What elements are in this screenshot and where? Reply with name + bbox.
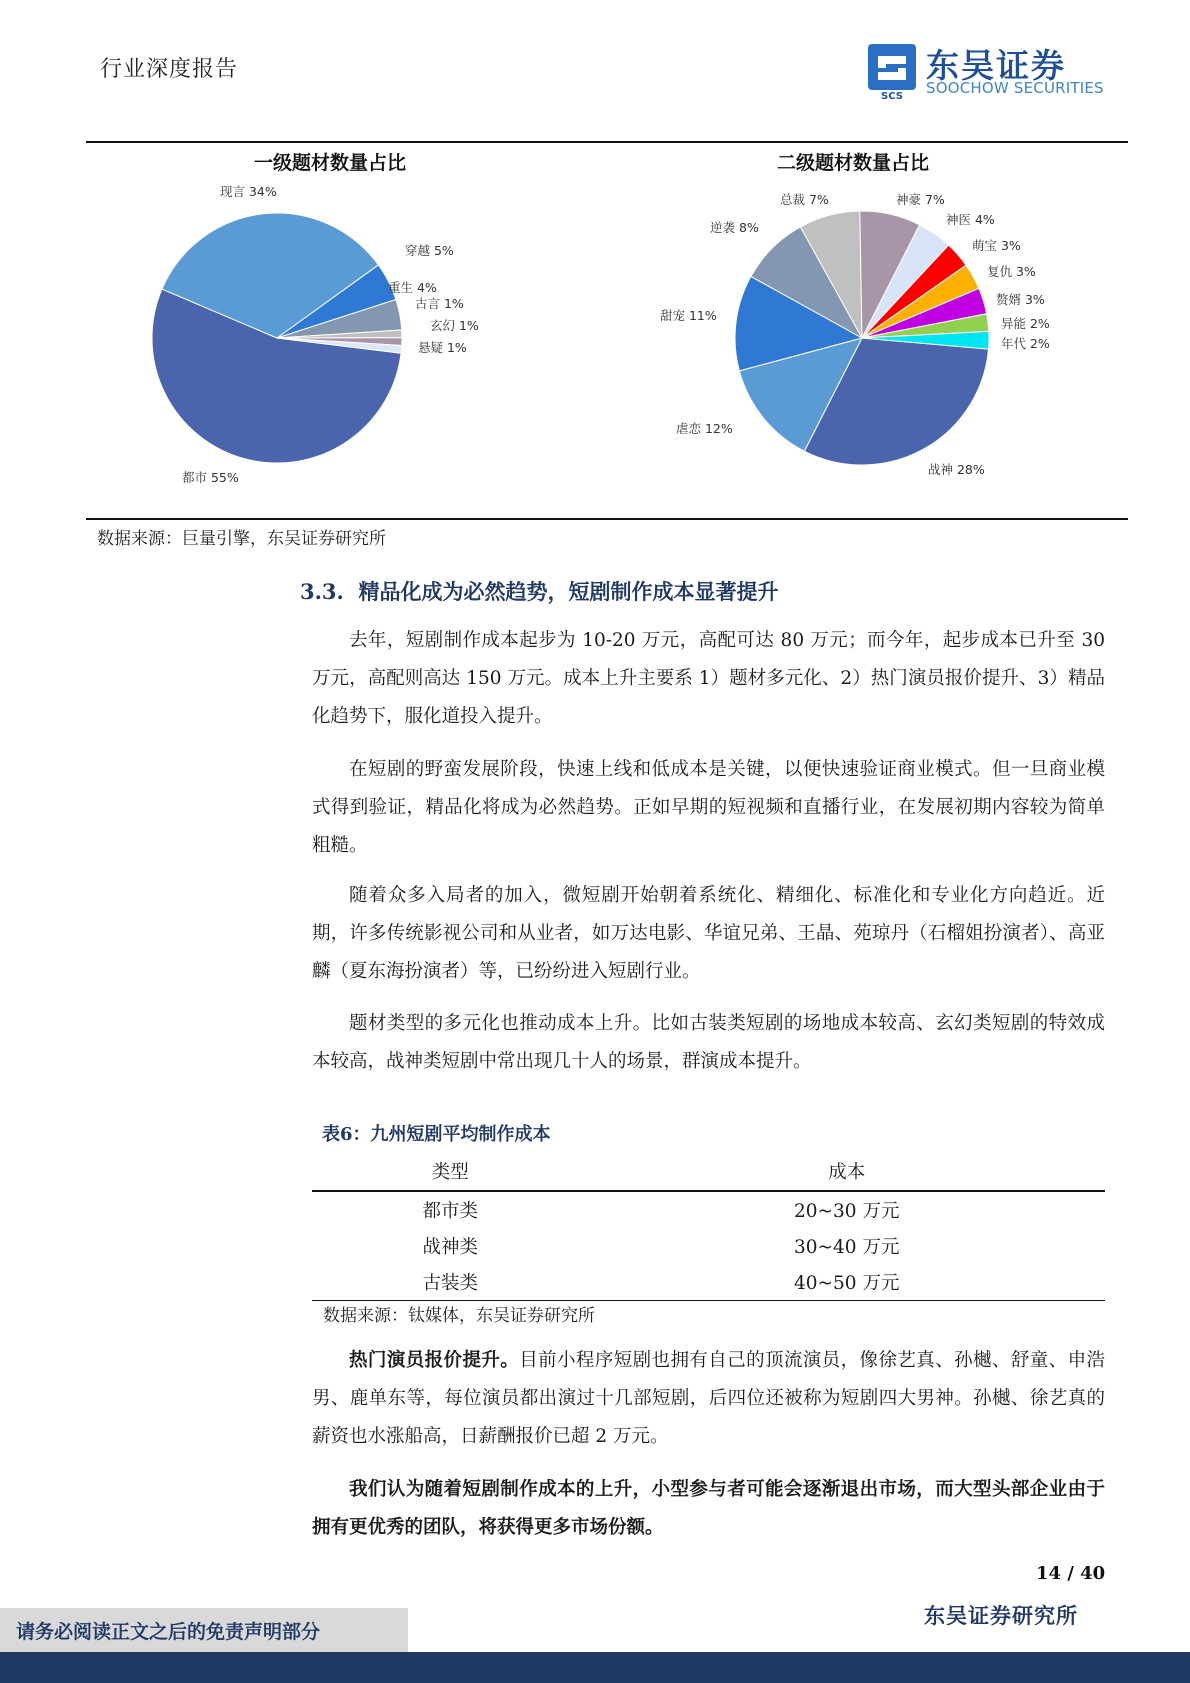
pie1-label-重生: 重生 4% <box>388 280 437 295</box>
table-cell: 战神类 <box>422 1237 478 1258</box>
table-cell: 20~30 万元 <box>793 1201 900 1222</box>
pie2-label-神豪: 神豪 7% <box>896 192 945 207</box>
logo-name-en: SOOCHOW SECURITIES <box>926 79 1104 97</box>
pie1-label-都市: 都市 55% <box>182 470 239 485</box>
table-title: 表6：九州短剧平均制作成本 <box>322 1124 551 1145</box>
section-number: 3.3. <box>300 579 344 604</box>
actors-body: 目前小程序短剧也拥有自己的顶流演员，像徐艺真、孙樾、舒童、申浩男、鹿单东等，每位演员都出演过十几部短剧，后四位还被称为短剧四大男神。孙樾、徐艺真的薪资也水涨船高，日薪酬报价已超 2 万元。 <box>312 1350 1105 1447</box>
pie2-label-年代: 年代 2% <box>1001 336 1050 351</box>
pie-chart-primary-genre <box>100 180 560 500</box>
conclusion-paragraph: 我们认为随着短剧制作成本的上升，小型参与者可能会逐渐退出市场，而大型头部企业由于拥有更优秀的团队，将获得更多市场份额。 <box>312 1479 1105 1538</box>
pie2-label-逆袭: 逆袭 8% <box>710 220 759 235</box>
table-cell: 都市类 <box>422 1201 478 1222</box>
pie2-label-总裁: 总裁 7% <box>780 192 829 207</box>
report-type-label: 行业深度报告 <box>100 57 239 82</box>
chart1-title: 一级题材数量占比 <box>253 152 406 174</box>
table-row <box>312 1228 1105 1264</box>
cost-table <box>312 1152 1105 1301</box>
pie2-label-复仇: 复仇 3% <box>987 264 1036 279</box>
table-source: 数据来源：钛媒体，东吴证券研究所 <box>323 1306 595 1326</box>
footer-bar <box>0 1652 1190 1683</box>
actors-lead: 热门演员报价提升。 <box>349 1350 520 1371</box>
actors-paragraph <box>312 1342 1105 1456</box>
table-header-type: 类型 <box>312 1152 588 1191</box>
figure-source: 数据来源：巨量引擎，东吴证券研究所 <box>97 529 386 549</box>
pie2-label-虐恋: 虐恋 12% <box>676 421 733 436</box>
body-paragraph-3: 随着众多入局者的加入，微短剧开始朝着系统化、精细化、标准化和专业化方向趋近。近期，许多传统影视公司和从业者，如万达电影、华谊兄弟、王晶、苑琼丹（石榴姐扮演者）、高亚麟（夏东海扮演者）等，已纷纷进入短剧行业。 <box>312 885 1105 982</box>
table-cell: 古装类 <box>312 1264 588 1301</box>
pie2-label-战神: 战神 28% <box>928 462 985 477</box>
body-paragraph-4: 题材类型的多元化也推动成本上升。比如古装类短剧的场地成本较高、玄幻类短剧的特效成本较高，战神类短剧中常出现几十人的场景，群演成本提升。 <box>312 1013 1105 1072</box>
logo-badge: SCS <box>881 91 903 100</box>
body-paragraph-1: 去年，短剧制作成本起步为 10-20 万元，高配可达 80 万元；而今年，起步成本已升至 30 万元，高配则高达 150 万元。成本上升主要系 1）题材多元化、2）热门演员报价提升、3）精品化趋势下，服化道投入提升。 <box>312 630 1105 727</box>
logo-name-cn: 东吴证券 <box>926 46 1066 85</box>
section-title: 精品化成为必然趋势，短剧制作成本显著提升 <box>358 579 779 604</box>
table-row <box>312 1264 1105 1301</box>
pie1-label-玄幻: 玄幻 1% <box>430 318 479 333</box>
pie2-label-异能: 异能 2% <box>1001 316 1050 331</box>
pie2-label-神医: 神医 4% <box>946 212 995 227</box>
section-heading <box>300 576 778 606</box>
table-cell: 40~50 万元 <box>588 1264 1105 1301</box>
page-number: 14 / 40 <box>1036 1563 1106 1584</box>
body-paragraph-2: 在短剧的野蛮发展阶段，快速上线和低成本是关键，以便快速验证商业模式。但一旦商业模式得到验证，精品化将成为必然趋势。正如早期的短视频和直播行业，在发展初期内容较为简单粗糙。 <box>312 759 1105 856</box>
table-header-cost: 成本 <box>588 1152 1105 1191</box>
pie2-label-萌宝: 萌宝 3% <box>972 238 1021 253</box>
pie1-label-现言: 现言 34% <box>220 184 277 199</box>
pie1-label-穿越: 穿越 5% <box>405 243 454 258</box>
table-cell: 30~40 万元 <box>793 1237 900 1258</box>
disclaimer-link[interactable]: 请务必阅读正文之后的免责声明部分 <box>16 1621 321 1643</box>
pie-chart-secondary-genre <box>620 180 1080 480</box>
figure-top-rule <box>86 141 1128 143</box>
pie1-label-古言: 古言 1% <box>415 296 464 311</box>
chart2-title: 二级题材数量占比 <box>776 152 929 174</box>
figure-bottom-rule <box>86 518 1128 520</box>
table-row <box>312 1191 1105 1228</box>
table-header-row <box>312 1152 1105 1191</box>
pie2-label-甜宠: 甜宠 11% <box>660 308 717 323</box>
pie2-label-赘婿: 赘婿 3% <box>996 292 1045 307</box>
footer-firm-name: 东吴证券研究所 <box>924 1603 1078 1628</box>
pie1-label-悬疑: 悬疑 1% <box>418 340 467 355</box>
